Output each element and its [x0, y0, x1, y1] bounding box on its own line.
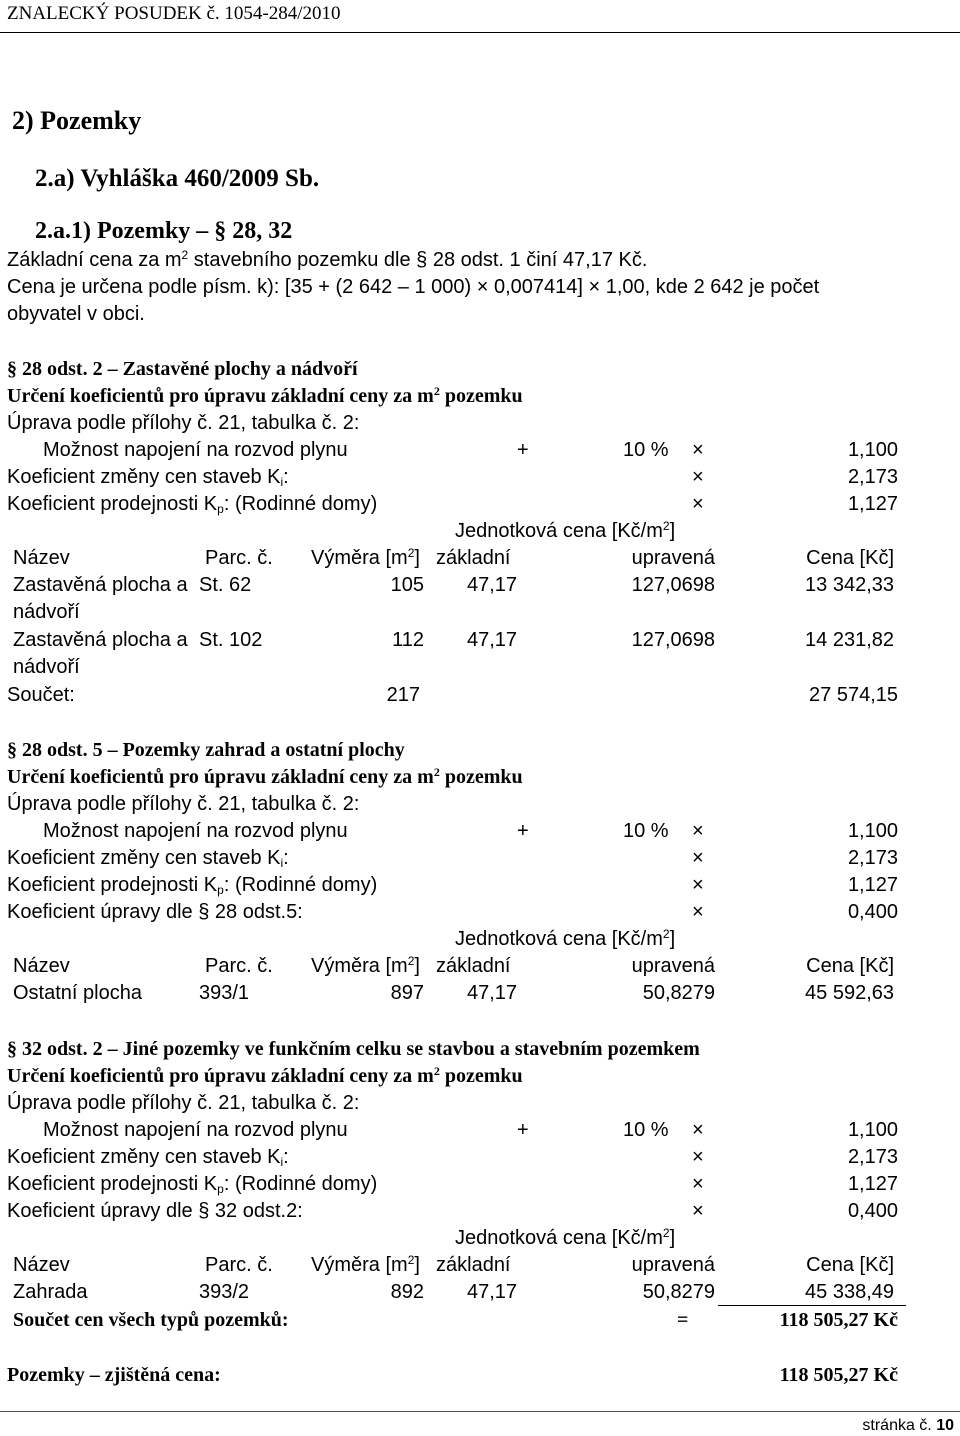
s2-coef-heading: Určení koeficientů pro úpravu základní ceny za $m^2$ pozemku — [7, 765, 523, 788]
s1-adjustment-line: Úprava podle přílohy č. 21, tabulka č. 2: — [7, 412, 360, 434]
s2-gas-value: 1,100 — [847, 820, 898, 842]
s1-col-parc: Parc. č. — [205, 547, 273, 569]
table-row-adjusted: 127,0698 — [631, 574, 715, 596]
s2-ku-value: 0,400 — [847, 901, 898, 923]
table-row-basic: 47,17 — [467, 982, 518, 1004]
s3-col-area: Výměra $[m^2]$ — [311, 1253, 420, 1276]
s2-gas-plus: + — [517, 820, 529, 842]
s2-kp-times: × — [692, 874, 704, 896]
s2-gas-label: Možnost napojení na rozvod plynu — [43, 820, 348, 842]
table-row-area: 105 — [390, 574, 424, 596]
s2-col-area: Výměra $[m^2]$ — [311, 954, 420, 977]
s2-ki-value: 2,173 — [847, 847, 898, 869]
table-row-parc: St. 102 — [199, 629, 263, 651]
s1-gas-percent: 10 % — [623, 439, 669, 461]
s3-kp-times: × — [692, 1173, 704, 1195]
s3-ku-value: 0,400 — [847, 1200, 898, 1222]
s3-adjustment-line: Úprava podle přílohy č. 21, tabulka č. 2: — [7, 1092, 360, 1114]
table-row-parc: 393/2 — [199, 1281, 250, 1303]
s2-unit-price-header: Jednotková cena $[Kč/m^2]$ — [455, 927, 676, 950]
s3-ki-label: Koeficient změny cen staveb $K_i$: — [7, 1146, 289, 1169]
population-line: obyvatel v obci. — [7, 303, 145, 325]
s3-col-parc: Parc. č. — [205, 1254, 273, 1276]
table-row-area: 112 — [392, 629, 424, 651]
s3-gas-value: 1,100 — [847, 1119, 898, 1141]
s3-ku-label: Koeficient úpravy dle § 32 odst.2: — [7, 1200, 303, 1222]
section-title: 2) Pozemky — [12, 106, 142, 135]
s3-coef-heading: Určení koeficientů pro úpravu základní ceny za $m^2$ pozemku — [7, 1064, 523, 1087]
s1-ki-label: Koeficient změny cen staveb $K_i$: — [7, 466, 289, 489]
s3-col-name: Název — [13, 1254, 70, 1276]
s2-ku-times: × — [692, 901, 704, 923]
s1-kp-value: 1,127 — [847, 493, 898, 515]
s2-heading: § 28 odst. 5 – Pozemky zahrad a ostatní plochy — [7, 739, 405, 761]
table-row-price: 14 231,82 — [805, 629, 894, 651]
s2-gas-percent: 10 % — [623, 820, 669, 842]
s3-ki-value: 2,173 — [847, 1146, 898, 1168]
s3-gas-label: Možnost napojení na rozvod plynu — [43, 1119, 348, 1141]
s1-col-area: Výměra $[m^2]$ — [311, 546, 420, 569]
document-header: ZNALECKÝ POSUDEK č. 1054-284/2010 — [7, 3, 341, 24]
table-row-area: 897 — [390, 982, 424, 1004]
s3-unit-price-header: Jednotková cena $[Kč/m^2]$ — [455, 1226, 676, 1249]
final-price-label: Pozemky – zjištěná cena: — [7, 1364, 221, 1386]
s2-col-adjusted: upravená — [631, 955, 715, 977]
table-row-area: 892 — [390, 1281, 424, 1303]
table-row-basic: 47,17 — [467, 1281, 518, 1303]
s1-ki-times: × — [692, 466, 704, 488]
s1-heading: § 28 odst. 2 – Zastavěné plochy a nádvoří — [7, 358, 358, 380]
s1-col-basic: základní — [436, 547, 511, 569]
s1-col-adjusted: upravená — [631, 547, 715, 569]
s2-ku-label: Koeficient úpravy dle § 28 odst.5: — [7, 901, 303, 923]
s1-coef-heading: Určení koeficientů pro úpravu základní ceny za $m^2$ pozemku — [7, 384, 523, 407]
table-row-name-cont: nádvoří — [13, 601, 80, 623]
s1-kp-label: Koeficient prodejnosti $K_p$: (Rodinné domy) — [7, 493, 378, 516]
s1-ki-value: 2,173 — [847, 466, 898, 488]
s3-heading: § 32 odst. 2 – Jiné pozemky ve funkčním celku se stavbou a stavebním pozemkem — [7, 1038, 700, 1060]
total-value: 118 505,27 Kč — [779, 1309, 898, 1331]
s1-sum-price: 27 574,15 — [809, 684, 898, 706]
s1-unit-price-header: Jednotková cena $[Kč/m^2]$ — [455, 519, 676, 542]
base-price-line: Základní cena za $m^2$ stavebního pozemku dle § 28 odst. 1 činí 47,17 Kč. — [7, 248, 648, 271]
s1-gas-plus: + — [517, 439, 529, 461]
s1-sum-area: 217 — [386, 684, 420, 706]
table-row-name: Zastavěná plocha a — [13, 629, 188, 651]
final-price-value: 118 505,27 Kč — [779, 1364, 898, 1386]
table-row-adjusted: 50,8279 — [642, 982, 715, 1004]
s2-col-basic: základní — [436, 955, 511, 977]
s2-col-parc: Parc. č. — [205, 955, 273, 977]
s3-gas-plus: + — [517, 1119, 529, 1141]
total-label: Součet cen všech typů pozemků: — [13, 1309, 289, 1331]
subsection-title: 2.a) Vyhláška 460/2009 Sb. — [35, 165, 320, 192]
s2-gas-times: × — [692, 820, 704, 842]
s1-sum-label: Součet: — [7, 684, 75, 706]
table-row-parc: St. 62 — [199, 574, 252, 596]
s3-ki-times: × — [692, 1146, 704, 1168]
price-formula-line: Cena je určena podle písm. k): [35 + (2 642 – 1 000) × 0,007414] × 1,00, kde 2 642 je počet — [7, 276, 820, 298]
s1-col-name: Název — [13, 547, 70, 569]
s2-ki-label: Koeficient změny cen staveb $K_i$: — [7, 847, 289, 870]
s3-kp-value: 1,127 — [847, 1173, 898, 1195]
s3-kp-label: Koeficient prodejnosti $K_p$: (Rodinné domy) — [7, 1173, 378, 1196]
s2-adjustment-line: Úprava podle přílohy č. 21, tabulka č. 2: — [7, 793, 360, 815]
header-divider — [0, 32, 960, 33]
subsubsection-title: 2.a.1) Pozemky – § 28, 32 — [35, 218, 293, 244]
s1-gas-label: Možnost napojení na rozvod plynu — [43, 439, 348, 461]
table-row-price: 13 342,33 — [805, 574, 894, 596]
s3-col-price: Cena [Kč] — [806, 1254, 894, 1276]
s2-kp-value: 1,127 — [847, 874, 898, 896]
table-row-name: Ostatní plocha — [13, 982, 142, 1004]
table-row-name: Zastavěná plocha a — [13, 574, 188, 596]
s1-kp-times: × — [692, 493, 704, 515]
footer-divider — [0, 1411, 960, 1412]
s3-ku-times: × — [692, 1200, 704, 1222]
table-row-parc: 393/1 — [199, 982, 250, 1004]
page-number: stránka č. 10 — [862, 1417, 954, 1434]
s3-gas-times: × — [692, 1119, 704, 1141]
s1-gas-times: × — [692, 439, 704, 461]
s2-ki-times: × — [692, 847, 704, 869]
total-equals: = — [677, 1309, 689, 1331]
table-row-basic: 47,17 — [467, 629, 518, 651]
s2-kp-label: Koeficient prodejnosti $K_p$: (Rodinné domy) — [7, 874, 378, 897]
s2-col-name: Název — [13, 955, 70, 977]
table-row-price: 45 338,49 — [805, 1281, 894, 1303]
s3-col-adjusted: upravená — [631, 1254, 715, 1276]
table-row-basic: 47,17 — [467, 574, 518, 596]
table-row-name-cont: nádvoří — [13, 656, 80, 678]
s3-gas-percent: 10 % — [623, 1119, 669, 1141]
table-row-adjusted: 127,0698 — [631, 629, 715, 651]
s3-col-basic: základní — [436, 1254, 511, 1276]
table-row-price: 45 592,63 — [805, 982, 894, 1004]
table-row-adjusted: 50,8279 — [642, 1281, 715, 1303]
total-divider — [718, 1305, 906, 1306]
table-row-name: Zahrada — [13, 1281, 88, 1303]
s1-col-price: Cena [Kč] — [806, 547, 894, 569]
s1-gas-value: 1,100 — [847, 439, 898, 461]
s2-col-price: Cena [Kč] — [806, 955, 894, 977]
